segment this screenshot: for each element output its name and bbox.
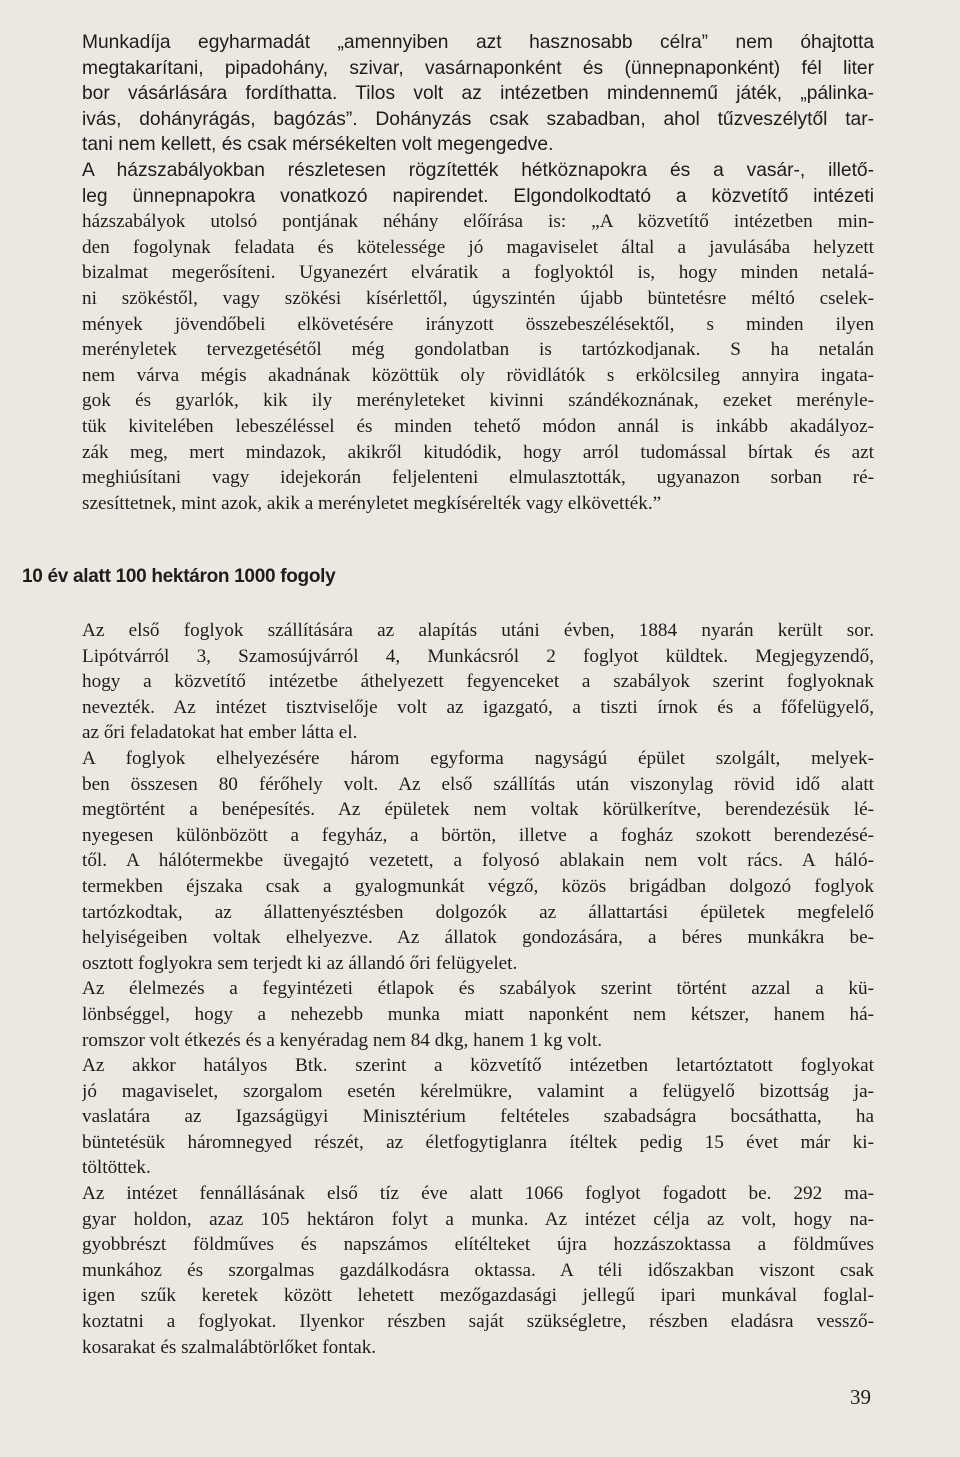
text-line: kosarakat és szalmalábtörlőket fontak. — [82, 1336, 377, 1358]
text-line: nyegesen különbözött a fegyház, a börtön, illetve a fogház szokott berendezésé- — [82, 824, 874, 846]
text-line: munkához és szorgalmas gazdálkodásra oktassa. A téli időszakban viszont csak — [82, 1259, 874, 1281]
text-line: igen szűk keretek között lehetett mezőgazdasági jellegű ipari munkával foglal- — [82, 1285, 874, 1307]
text-line: termekben éjszaka csak a gyalogmunkát végző, közös brigádban dolgozó foglyok — [82, 875, 874, 897]
text-line: A házszabályokban részletesen rögzítették hétköznapokra és a vasár-, illető- — [82, 159, 874, 181]
text-line: Lipótvárról 3, Szamosújvárról 4, Munkácsról 2 foglyot küldtek. Megjegyzendő, — [82, 645, 874, 667]
text-line: hogy a közvetítő intézetbe áthelyezett fegyenceket a szabályok szerint foglyoknak — [82, 671, 874, 693]
text-line: töltöttek. — [82, 1157, 151, 1179]
text-line: házszabályok utolsó pontjának néhány előírása is: „A közvetítő intézetben min- — [82, 211, 874, 233]
text-line: büntetésük háromnegyed részét, az életfogytiglanra ítéltek pedig 15 évet már ki- — [82, 1131, 874, 1153]
text-line: mények jövendőbeli elkövetésére irányzott összebeszélésektől, s minden ilyen — [82, 313, 874, 335]
text-line: leg ünnepnapokra vonatkozó napirendet. Elgondolkodtató a közvetítő intézeti — [82, 185, 874, 207]
text-line: romszor volt étkezés és a kenyéradag nem 84 dkg, hanem 1 kg volt. — [82, 1029, 603, 1051]
text-line: Az élelmezés a fegyintézeti étlapok és szabályok szerint történt azzal a kü- — [82, 978, 874, 1000]
section-heading: 10 év alatt 100 hektáron 1000 fogoly — [22, 566, 336, 587]
text-line: bor vásárlására fordíthatta. Tilos volt az intézetben mindennemű játék, „pálinka- — [82, 83, 874, 105]
text-line: den fogolynak feladata és kötelessége jó magaviselet által a javulásába helyzett — [82, 236, 874, 258]
text-line: gyar holdon, azaz 105 hektáron folyt a munka. Az intézet célja az volt, hogy na- — [82, 1208, 874, 1230]
text-line: től. A hálótermekbe üvegajtó vezetett, a folyosó ablakain nem volt rács. A háló- — [82, 850, 874, 872]
text-line: tani nem kellett, és csak mérsékelten volt megengedve. — [82, 134, 554, 156]
text-line: helyiségeiben voltak elhelyezve. Az állatok gondozására, a béres munkákra be- — [82, 927, 874, 949]
text-line: lönbséggel, hogy a nehezebb munka miatt naponként nem kétszer, hanem há- — [82, 1003, 874, 1025]
text-line: megtakarítani, pipadohány, szivar, vasárnaponként és (ünnepnaponként) fél liter — [82, 57, 874, 79]
text-line: nem várva mégis akadnának közöttük oly rövidlátók s erkölcsileg annyira ingata- — [82, 364, 874, 386]
text-line: bizalmat megerősíteni. Ugyanezért elváratik a foglyoktól is, hogy minden netalá- — [82, 262, 874, 284]
text-block-regulations — [82, 30, 874, 516]
text-line: vaslatára az Igazságügyi Minisztérium feltételes szabadságra bocsáthatta, ha — [82, 1106, 874, 1128]
text-line: A foglyok elhelyezésére három egyforma nagyságú épület szolgált, melyek- — [82, 747, 874, 769]
text-line: zák meg, mert mindazok, akikről kitudódik, hogy arról tudomással bírtak és azt — [82, 441, 874, 463]
text-line: ben összesen 80 férőhely volt. Az első szállítás után viszonylag rövid idő alatt — [82, 773, 874, 795]
text-line: jó magaviselet, szorgalom esetén kérelmükre, valamint a felügyelő bizottság ja- — [82, 1080, 874, 1102]
text-line: Munkadíja egyharmadát „amennyiben azt hasznosabb célra” nem óhajtotta — [82, 32, 874, 53]
text-line: megtörtént a benépesítés. Az épületek nem voltak körülkerítve, berendezésük lé- — [82, 799, 874, 821]
text-line: nevezték. Az intézet tisztviselője volt az igazgató, a tiszti írnok és a főfelügyelő, — [82, 696, 874, 718]
text-line: gok és gyarlók, kik ily merényleteket kivinni szándékoznának, ezeket merényle- — [82, 390, 874, 412]
text-line: ivás, dohányrágás, bagózás”. Dohányzás csak szabadban, ahol tűzveszélytől tar- — [82, 108, 874, 130]
text-line: merényletek tervezgetésétől még gondolatban is tartózkodjanak. S ha netalán — [82, 339, 874, 361]
text-line: az őri feladatokat hat ember látta el. — [82, 722, 358, 744]
text-block-history — [82, 618, 874, 1360]
text-line: Az akkor hatályos Btk. szerint a közvetítő intézetben letartóztatott foglyokat — [82, 1055, 874, 1077]
text-line: osztott foglyokra sem terjedt ki az állandó őri felügyelet. — [82, 952, 518, 974]
text-line: tük kivitelében lebeszéléssel és minden tehető módon annál is inkább akadályoz- — [82, 415, 874, 437]
text-line: tartózkodtak, az állattenyésztésben dolgozók az állattartási épületek megfelelő — [82, 901, 874, 923]
text-line: Az első foglyok szállítására az alapítás utáni évben, 1884 nyarán került sor. — [82, 620, 874, 641]
text-line: szesíttetnek, mint azok, akik a merényletet megkísérelték vagy elkövették.” — [82, 492, 662, 514]
text-line: meghiúsítani vagy idejekorán feljelenteni elmulasztották, ugyanazon sorban ré- — [82, 467, 874, 489]
text-line: gyobbrészt földműves és napszámos elítélteket újra hozzászoktassa a földműves — [82, 1234, 874, 1256]
page-number: 39 — [850, 1385, 871, 1409]
text-line: Az intézet fennállásának első tíz éve alatt 1066 foglyot fogadott be. 292 ma- — [82, 1183, 874, 1205]
text-line: koztatni a foglyokat. Ilyenkor részben saját szükségletre, részben eladásra vessző- — [82, 1311, 874, 1333]
text-line: ni szökéstől, vagy szökési kísérlettől, úgyszintén újabb büntetésre méltó cselek- — [82, 287, 874, 309]
